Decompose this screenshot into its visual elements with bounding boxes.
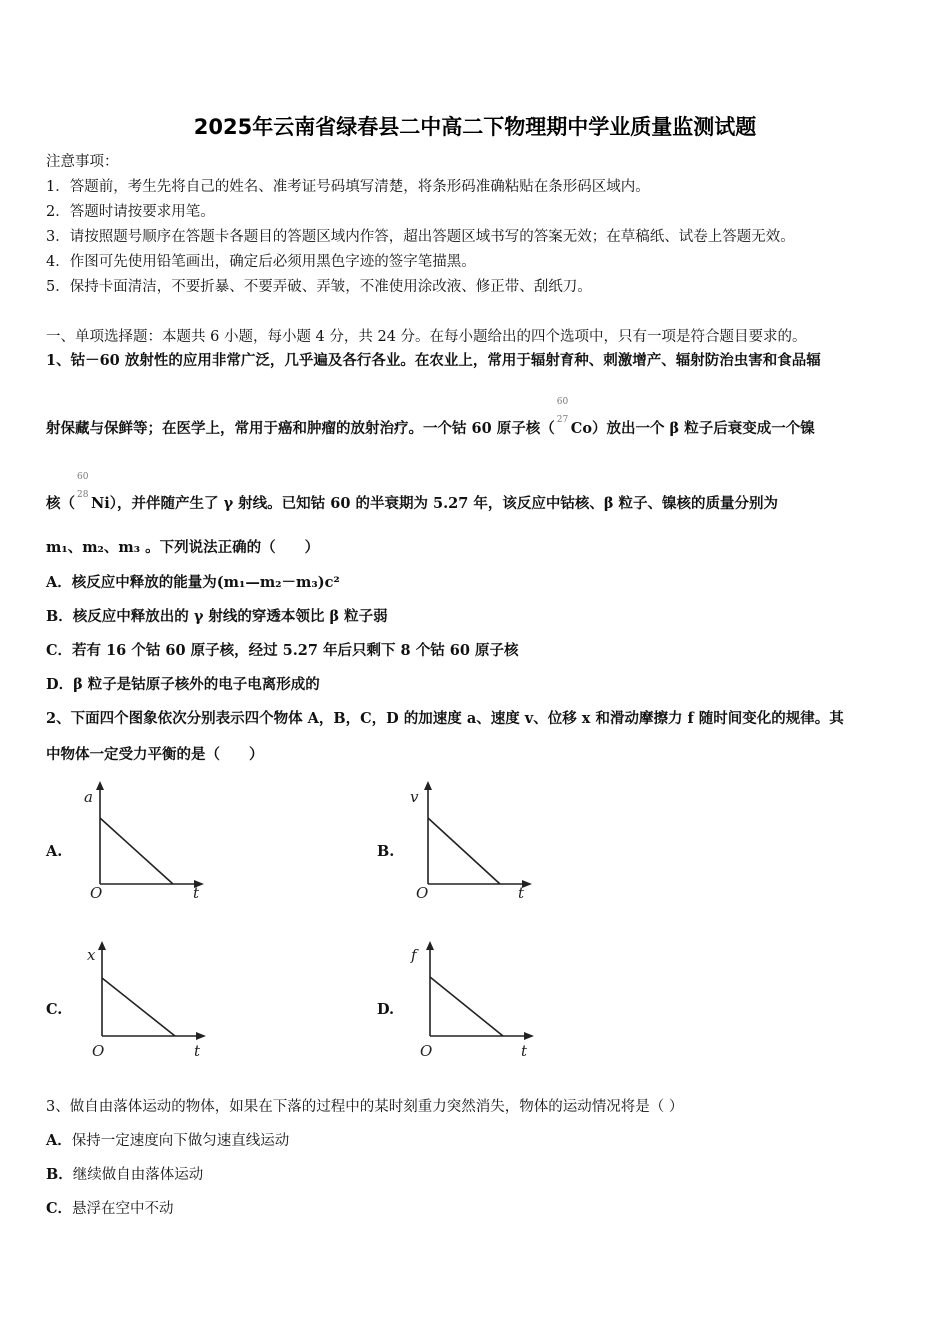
graph-c-y-label: x — [87, 946, 96, 964]
q1-option-a: A．核反应中释放的能量为(m₁—m₂－m₃)c² — [46, 574, 340, 591]
graph-d-friction-time — [410, 940, 540, 1060]
graph-a-y-label: a — [84, 788, 93, 806]
q1-line-4: m₁、m₂、m₃ 。下列说法正确的（ ） — [46, 539, 320, 556]
notice-item-1: 1．答题前，考生先将自己的姓名、准考证号码填写清楚，将条形码准确粘贴在条形码区域内。 — [46, 179, 650, 195]
nickel-isotope: 60 28 — [77, 472, 89, 500]
q3-option-c: C．悬浮在空中不动 — [46, 1200, 174, 1217]
svg-text:O: O — [92, 1042, 105, 1060]
svg-text:O: O — [420, 1042, 433, 1060]
svg-text:O: O — [90, 884, 103, 900]
notice-item-4: 4．作图可先使用铅笔画出，确定后必须用黑色字迹的签字笔描黑。 — [46, 254, 476, 270]
q1-option-d: D．β 粒子是钴原子核外的电子电离形成的 — [46, 676, 320, 693]
notice-item-5: 5．保持卡面清洁，不要折暴、不要弄破、弄皱，不准使用涂改液、修正带、刮纸刀。 — [46, 279, 592, 295]
q3-option-a: A．保持一定速度向下做匀速直线运动 — [46, 1132, 290, 1149]
graph-c-displacement-time — [82, 940, 212, 1060]
svg-text:t: t — [518, 884, 525, 900]
cobalt-symbol: Co — [570, 420, 592, 437]
q3-line-1: 3、做自由落体运动的物体，如果在下落的过程中的某时刻重力突然消失，物体的运动情况将是（ ） — [46, 1099, 684, 1115]
section-heading: 一、单项选择题：本题共 6 小题，每小题 4 分，共 24 分。在每小题给出的四个选项中，只有一项是符合题目要求的。 — [46, 329, 807, 345]
svg-text:t: t — [193, 884, 200, 900]
q2-line-1: 2、下面四个图象依次分别表示四个物体 A，B，C，D 的加速度 a、速度 v、位移 x 和滑动摩擦力 f 随时间变化的规律。其 — [46, 710, 844, 727]
q1-line-1: 1、钴－60 放射性的应用非常广泛，几乎遍及各行各业。在农业上，常用于辐射育种、刺激增产、辐射防治虫害和食品辐 — [46, 352, 821, 369]
q3-option-b: B．继续做自由落体运动 — [46, 1166, 204, 1183]
q1-line-3 — [46, 472, 779, 513]
svg-text:t: t — [194, 1042, 201, 1060]
graph-d-y-label: f — [411, 946, 417, 964]
notice-heading: 注意事项： — [46, 154, 119, 170]
q2-line-2: 中物体一定受力平衡的是（ ） — [46, 746, 264, 763]
svg-text:t: t — [521, 1042, 528, 1060]
notice-item-3: 3．请按照题号顺序在答题卡各题目的答题区域内作答，超出答题区域书写的答案无效；在草稿纸、试卷上答题无效。 — [46, 229, 795, 245]
q1-line-2a: 射保藏与保鲜等；在医学上，常用于癌和肿瘤的放射治疗。一个钴 60 原子核（ — [46, 420, 555, 437]
graph-b-y-label: v — [410, 788, 419, 806]
q1-option-b: B．核反应中释放出的 γ 射线的穿透本领比 β 粒子弱 — [46, 608, 388, 625]
page-title: 2025年云南省绿春县二中高二下物理期中学业质量监测试题 — [193, 115, 757, 139]
q1-line-3b: ），并伴随产生了 γ 射线。已知钴 60 的半衰期为 5.27 年，该反应中钴核、β 粒子、镍核的质量分别为 — [109, 495, 779, 512]
svg-text:O: O — [416, 884, 429, 900]
graph-b-label: B. — [377, 843, 395, 860]
q1-option-c: C．若有 16 个钴 60 原子核，经过 5.27 年后只剩下 8 个钴 60 原子核 — [46, 642, 519, 659]
graph-a-acceleration-time — [80, 780, 210, 900]
graph-b-velocity-time — [408, 780, 538, 900]
nickel-symbol: Ni — [91, 495, 110, 512]
graph-c-label: C. — [46, 1001, 63, 1018]
notice-item-2: 2．答题时请按要求用笔。 — [46, 204, 215, 220]
q1-line-2b: ）放出一个 β 粒子后衰变成一个镍 — [592, 420, 815, 437]
graph-d-label: D. — [377, 1001, 395, 1018]
q1-line-2 — [46, 397, 815, 438]
graph-a-label: A. — [46, 843, 63, 860]
q1-line-3a: 核（ — [46, 495, 75, 512]
cobalt-isotope: 60 27 — [556, 397, 569, 425]
